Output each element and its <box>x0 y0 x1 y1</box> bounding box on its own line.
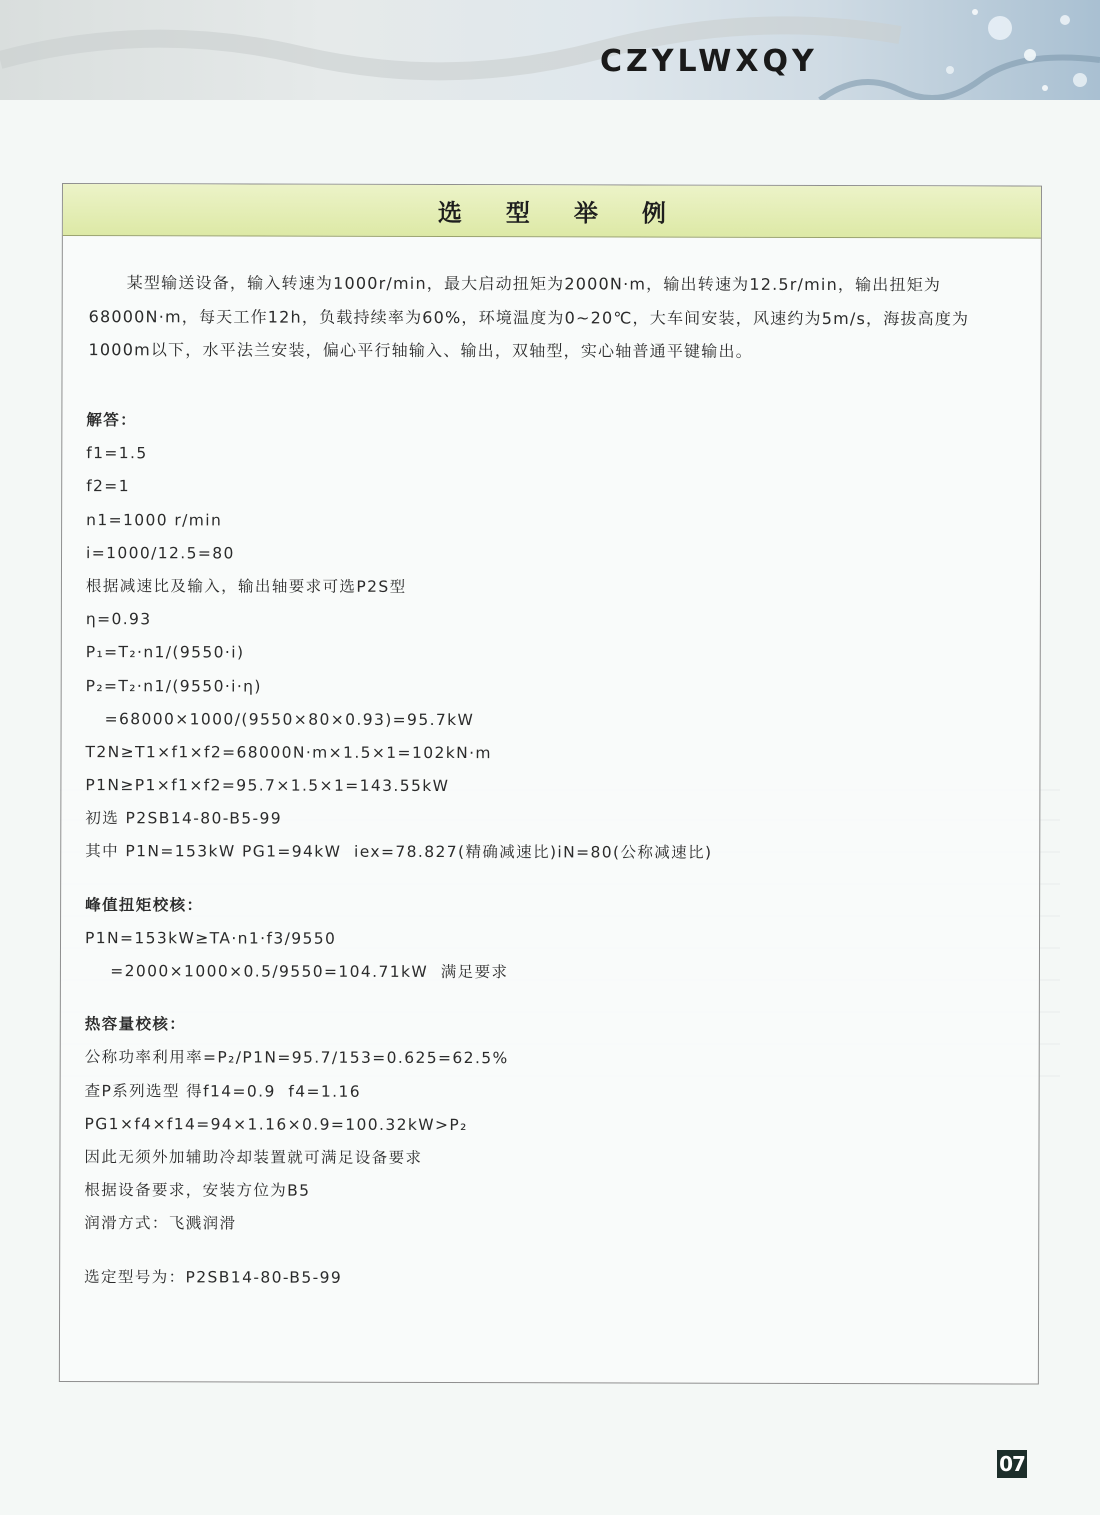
solution-line: 查P系列选型 得f14=0.9 f4=1.16 <box>84 1081 362 1101</box>
brand-logo-text: CZYLWXQY <box>600 44 818 79</box>
problem-statement: 某型输送设备，输入转速为1000r/min，最大启动扭矩为2000N·m，输出转速为12.5r/min，输出扭矩为68000N·m，每天工作12h，负载持续率为60%，环境温度为0~20℃，大车间安装，风速约为5m/s，海拔高度为1000m以下，水平法兰安装，偏心平行轴输入、输出，双轴型，实心轴普通平键输出。 <box>88 273 970 361</box>
header-banner <box>0 0 1100 100</box>
solution-line: =2000×1000×0.5/9550=104.71kW 满足要求 <box>84 962 509 982</box>
solution-line: =68000×1000/(9550×80×0.93)=95.7kW <box>85 709 475 729</box>
spacer <box>84 1241 1004 1263</box>
solution-line: 其中 P1N=153kW PG1=94kW iex=78.827(精确减速比)iN=80(公称减速比) <box>85 842 713 863</box>
solution-line: f2=1 <box>86 477 131 496</box>
solution-line: 根据减速比及输入，输出轴要求可选P2S型 <box>85 577 407 596</box>
section-heading: 峰值扭矩校核： <box>85 895 204 914</box>
solution-lines <box>84 404 1006 1296</box>
solution-line: 初选 P2SB14-80-B5-99 <box>85 809 283 828</box>
solution-line: f1=1.5 <box>86 444 148 463</box>
solution-line: i=1000/12.5=80 <box>86 543 235 563</box>
solution-line: P1N≥P1×f1×f2=95.7×1.5×1=143.55kW <box>85 776 450 796</box>
water-droplets-decoration <box>0 0 1100 100</box>
solution-line: P1N=153kW≥TA·n1·f3/9550 <box>85 928 337 948</box>
example-panel <box>59 183 1042 1385</box>
spacer <box>85 988 1005 1010</box>
solution-line: 根据设备要求，安装方位为B5 <box>84 1181 311 1200</box>
page-number: 07 <box>997 1450 1027 1478</box>
solution-line: 选定型号为：P2SB14-80-B5-99 <box>84 1267 343 1287</box>
solution-line: 公称功率利用率=P₂/P1N=95.7/153=0.625=62.5% <box>84 1048 509 1068</box>
solution-line: P₂=T₂·n1/(9550·i·η) <box>85 676 262 696</box>
panel-title-bar <box>63 184 1041 239</box>
solution-line: T2N≥T1×f1×f2=68000N·m×1.5×1=102kN·m <box>85 742 492 763</box>
solution-line: 因此无须外加辅助冷却装置就可满足设备要求 <box>84 1147 423 1167</box>
solution-line: η=0.93 <box>85 610 152 629</box>
solution-line: n1=1000 r/min <box>86 510 223 529</box>
panel-title: 选型举例 <box>437 198 710 228</box>
spacer <box>85 869 1005 891</box>
section-heading: 解答： <box>86 411 138 430</box>
solution-line: 润滑方式：飞溅润滑 <box>84 1214 237 1233</box>
section-heading: 热容量校核： <box>84 1015 187 1034</box>
solution-line: PG1×f4×f14=94×1.16×0.9=100.32kW>P₂ <box>84 1114 468 1134</box>
solution-line: P₁=T₂·n1/(9550·i) <box>85 643 245 662</box>
